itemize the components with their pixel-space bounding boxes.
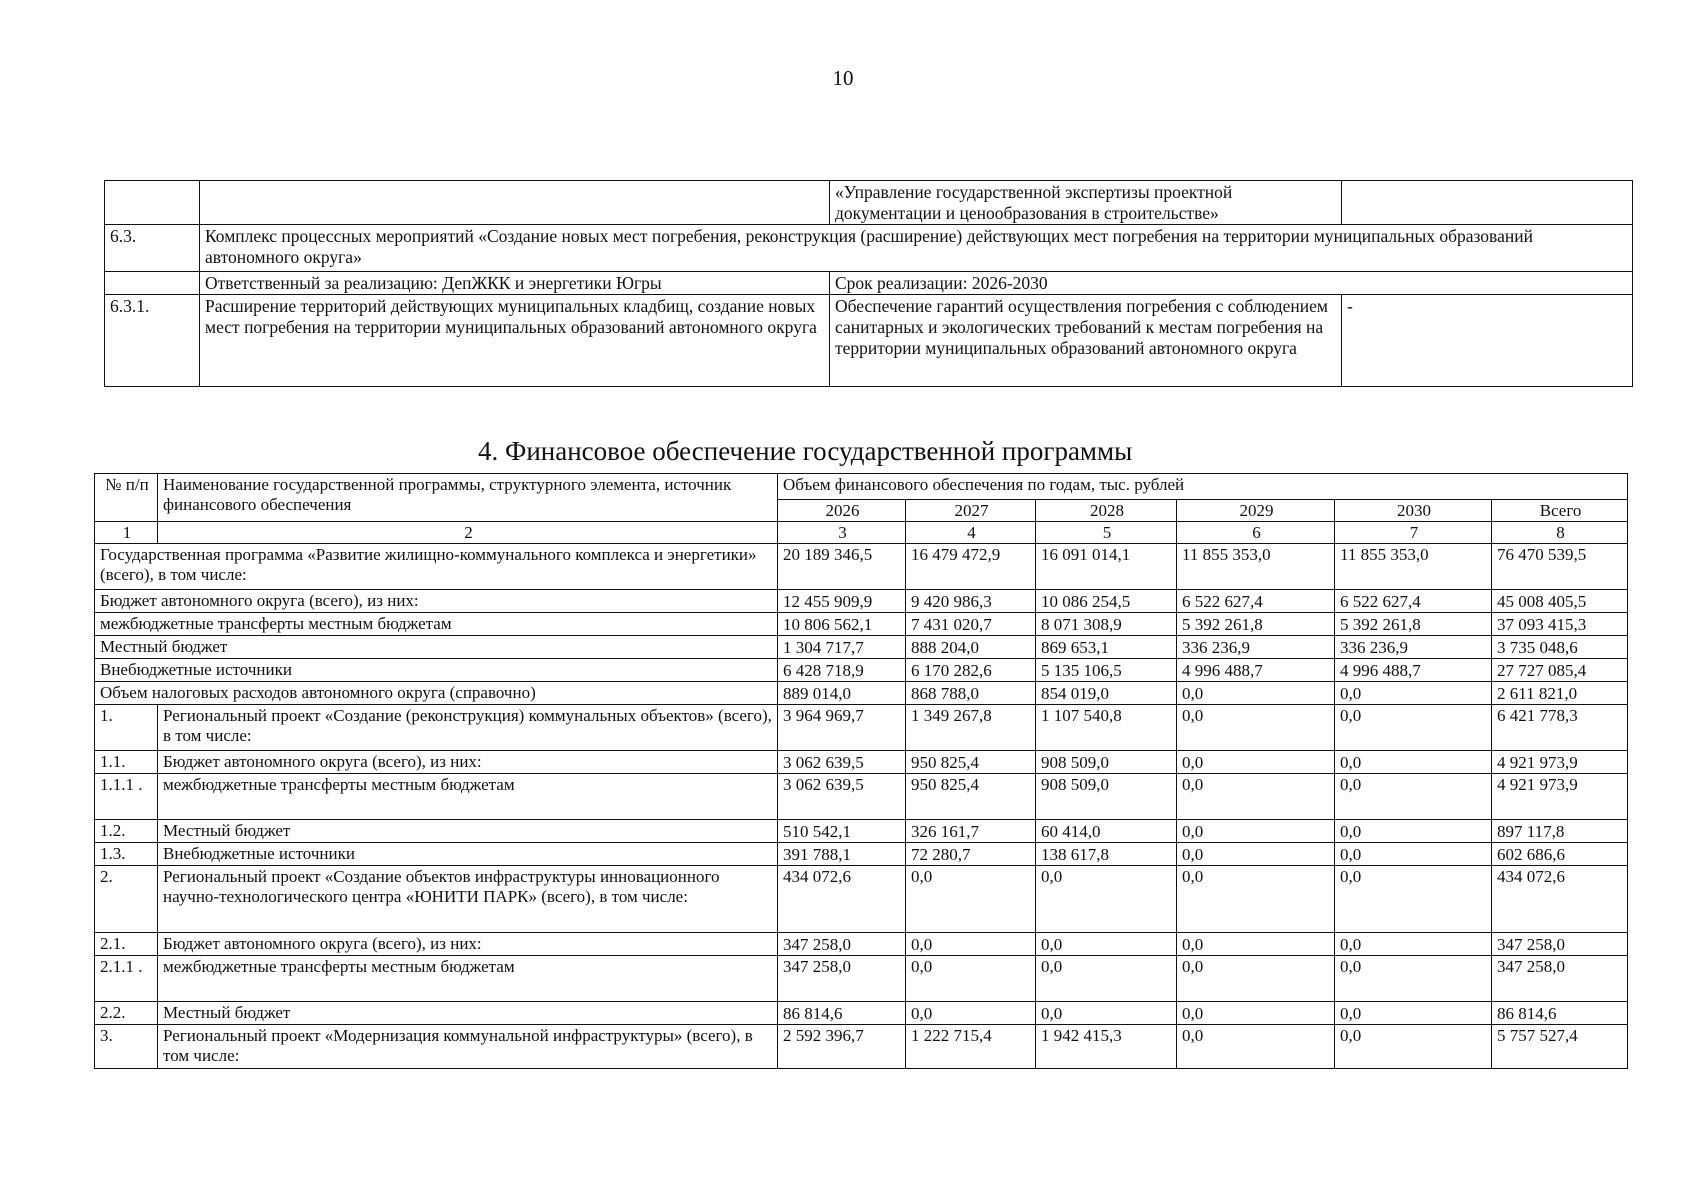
- year-value: 908 509,0: [1036, 751, 1177, 774]
- year-value: 888 204,0: [906, 636, 1036, 659]
- index-cell: 2: [158, 522, 778, 544]
- term-label: Срок реализации: 2026-2030: [830, 272, 1633, 295]
- row-name: Внебюджетные источники: [95, 659, 778, 682]
- year-value: 5 135 106,5: [1036, 659, 1177, 682]
- table-row: [95, 866, 1628, 933]
- year-value: 889 014,0: [778, 682, 906, 705]
- index-cell: 7: [1335, 522, 1492, 544]
- year-value: 10 806 562,1: [778, 613, 906, 636]
- year-value: 950 825,4: [906, 751, 1036, 774]
- row-number: 3.: [95, 1025, 158, 1069]
- row-number: 2.1.1 .: [95, 956, 158, 1002]
- total-value: 3 735 048,6: [1492, 636, 1628, 659]
- year-value: 0,0: [906, 933, 1036, 956]
- table-row: [95, 820, 1628, 843]
- row-name: Объем налоговых расходов автономного округа (справочно): [95, 682, 778, 705]
- year-value: 6 522 627,4: [1177, 590, 1335, 613]
- row-name: Бюджет автономного округа (всего), из них:: [158, 751, 778, 774]
- measures-table: [104, 180, 1633, 387]
- year-value: 6 428 718,9: [778, 659, 906, 682]
- row-number: 2.: [95, 866, 158, 933]
- total-value: 86 814,6: [1492, 1002, 1628, 1025]
- table-cell: -: [1342, 295, 1633, 387]
- year-value: 0,0: [1177, 933, 1335, 956]
- table-row: [95, 956, 1628, 1002]
- row-name: Государственная программа «Развитие жилищно-коммунального комплекса и энергетики» (всего), в том числе:: [95, 544, 778, 590]
- year-value: 0,0: [1177, 820, 1335, 843]
- year-value: 0,0: [1177, 843, 1335, 866]
- year-value: 7 431 020,7: [906, 613, 1036, 636]
- year-value: 0,0: [1335, 866, 1492, 933]
- year-value: 908 509,0: [1036, 774, 1177, 820]
- header-num: № п/п: [95, 474, 158, 522]
- table-row: [95, 705, 1628, 751]
- index-cell: 1: [95, 522, 158, 544]
- year-value: 510 542,1: [778, 820, 906, 843]
- total-value: 2 611 821,0: [1492, 682, 1628, 705]
- index-cell: 5: [1036, 522, 1177, 544]
- row-number: 1.3.: [95, 843, 158, 866]
- header-year: 2029: [1177, 500, 1335, 522]
- year-value: 0,0: [1177, 956, 1335, 1002]
- year-value: 0,0: [1036, 933, 1177, 956]
- responsible-label: Ответственный за реализацию: ДепЖКК и энергетики Югры: [200, 272, 830, 295]
- table-row: [105, 295, 1633, 387]
- year-value: 0,0: [1335, 774, 1492, 820]
- index-cell: 8: [1492, 522, 1628, 544]
- row-name: Бюджет автономного округа (всего), из них:: [158, 933, 778, 956]
- total-value: 347 258,0: [1492, 956, 1628, 1002]
- header-name: Наименование государственной программы, структурного элемента, источник финансового обеспечения: [158, 474, 778, 522]
- year-value: 0,0: [1036, 1002, 1177, 1025]
- year-value: 336 236,9: [1335, 636, 1492, 659]
- year-value: 11 855 353,0: [1335, 544, 1492, 590]
- year-value: 0,0: [1177, 1002, 1335, 1025]
- year-value: 0,0: [1177, 751, 1335, 774]
- row-number: 1.: [95, 705, 158, 751]
- year-value: 4 996 488,7: [1335, 659, 1492, 682]
- row-name: межбюджетные трансферты местным бюджетам: [95, 613, 778, 636]
- table-row: [95, 636, 1628, 659]
- process-complex-title: Комплекс процессных мероприятий «Создание новых мест погребения, реконструкция (расширение) действующих мест погребения на территории муниципальных образований автономного округа»: [200, 225, 1633, 272]
- year-value: 5 392 261,8: [1177, 613, 1335, 636]
- row-number: 1.1.1 .: [95, 774, 158, 820]
- row-name: Региональный проект «Создание (реконструкция) коммунальных объектов» (всего), в том числе:: [158, 705, 778, 751]
- row-name: Региональный проект «Модернизация коммунальной инфраструктуры» (всего), в том числе:: [158, 1025, 778, 1069]
- total-value: 5 757 527,4: [1492, 1025, 1628, 1069]
- year-value: 0,0: [1335, 956, 1492, 1002]
- year-value: 60 414,0: [1036, 820, 1177, 843]
- year-value: 336 236,9: [1177, 636, 1335, 659]
- year-value: 11 855 353,0: [1177, 544, 1335, 590]
- year-value: 868 788,0: [906, 682, 1036, 705]
- year-value: 0,0: [1036, 866, 1177, 933]
- index-cell: 6: [1177, 522, 1335, 544]
- year-value: 950 825,4: [906, 774, 1036, 820]
- header-row: [95, 474, 1628, 500]
- year-value: 1 107 540,8: [1036, 705, 1177, 751]
- row-name: Региональный проект «Создание объектов инфраструктуры инновационного научно-технологического центра «ЮНИТИ ПАРК» (всего), в том числе:: [158, 866, 778, 933]
- year-value: 0,0: [1335, 933, 1492, 956]
- year-value: 1 349 267,8: [906, 705, 1036, 751]
- year-value: 0,0: [1335, 751, 1492, 774]
- row-name: межбюджетные трансферты местным бюджетам: [158, 956, 778, 1002]
- year-value: 0,0: [1335, 1025, 1492, 1069]
- table-row: [95, 1002, 1628, 1025]
- total-value: 76 470 539,5: [1492, 544, 1628, 590]
- year-value: 10 086 254,5: [1036, 590, 1177, 613]
- row-name: Местный бюджет: [158, 820, 778, 843]
- year-value: 1 222 715,4: [906, 1025, 1036, 1069]
- table-row: [95, 613, 1628, 636]
- year-value: 434 072,6: [778, 866, 906, 933]
- year-value: 3 062 639,5: [778, 751, 906, 774]
- year-value: 1 942 415,3: [1036, 1025, 1177, 1069]
- table-row: [105, 272, 1633, 295]
- year-value: 0,0: [906, 956, 1036, 1002]
- row-name: Бюджет автономного округа (всего), из них:: [95, 590, 778, 613]
- header-year: 2028: [1036, 500, 1177, 522]
- year-value: 3 964 969,7: [778, 705, 906, 751]
- header-volume: Объем финансового обеспечения по годам, тыс. рублей: [778, 474, 1628, 500]
- table-row: [95, 843, 1628, 866]
- total-value: 27 727 085,4: [1492, 659, 1628, 682]
- year-value: 0,0: [1177, 774, 1335, 820]
- row-number: 1.2.: [95, 820, 158, 843]
- year-value: 2 592 396,7: [778, 1025, 906, 1069]
- year-value: 0,0: [1335, 820, 1492, 843]
- table-cell: [105, 181, 200, 225]
- total-value: 37 093 415,3: [1492, 613, 1628, 636]
- year-value: 9 420 986,3: [906, 590, 1036, 613]
- table-row: [95, 682, 1628, 705]
- year-value: 0,0: [1177, 1025, 1335, 1069]
- total-value: 602 686,6: [1492, 843, 1628, 866]
- row-number: 1.1.: [95, 751, 158, 774]
- table-row: [95, 774, 1628, 820]
- year-value: 16 479 472,9: [906, 544, 1036, 590]
- measure-name: Расширение территорий действующих муниципальных кладбищ, создание новых мест погребения на территории муниципальных образований автономного округа: [200, 295, 830, 387]
- table-cell: «Управление государственной экспертизы проектной документации и ценообразования в строительстве»: [830, 181, 1342, 225]
- header-year: 2027: [906, 500, 1036, 522]
- table-cell: [200, 181, 830, 225]
- measure-result: Обеспечение гарантий осуществления погребения с соблюдением санитарных и экологических требований к местам погребения на территории муниципальных образований автономного округа: [830, 295, 1342, 387]
- total-value: 897 117,8: [1492, 820, 1628, 843]
- year-value: 391 788,1: [778, 843, 906, 866]
- year-value: 0,0: [1177, 866, 1335, 933]
- row-name: Местный бюджет: [158, 1002, 778, 1025]
- index-cell: 3: [778, 522, 906, 544]
- year-value: 5 392 261,8: [1335, 613, 1492, 636]
- year-value: 138 617,8: [1036, 843, 1177, 866]
- table-row: [95, 544, 1628, 590]
- row-number: 6.3.1.: [105, 295, 200, 387]
- year-value: 0,0: [1177, 682, 1335, 705]
- table-row: [95, 1025, 1628, 1069]
- year-value: 16 091 014,1: [1036, 544, 1177, 590]
- year-value: 1 304 717,7: [778, 636, 906, 659]
- year-value: 86 814,6: [778, 1002, 906, 1025]
- section-title: 4. Финансовое обеспечение государственной программы: [478, 436, 1133, 466]
- index-row: [95, 522, 1628, 544]
- financing-table: [94, 473, 1628, 1069]
- year-value: 72 280,7: [906, 843, 1036, 866]
- row-number: 2.1.: [95, 933, 158, 956]
- year-value: 0,0: [1036, 956, 1177, 1002]
- total-value: 6 421 778,3: [1492, 705, 1628, 751]
- row-name: межбюджетные трансферты местным бюджетам: [158, 774, 778, 820]
- total-value: 45 008 405,5: [1492, 590, 1628, 613]
- total-value: 4 921 973,9: [1492, 751, 1628, 774]
- table-row: [105, 181, 1633, 225]
- row-number: 6.3.: [105, 225, 200, 272]
- row-name: Местный бюджет: [95, 636, 778, 659]
- table-row: [95, 933, 1628, 956]
- table-row: [95, 590, 1628, 613]
- table-cell: [1342, 181, 1633, 225]
- table-row: [95, 659, 1628, 682]
- year-value: 854 019,0: [1036, 682, 1177, 705]
- year-value: 6 170 282,6: [906, 659, 1036, 682]
- page-number: 10: [832, 66, 854, 90]
- year-value: 12 455 909,9: [778, 590, 906, 613]
- year-value: 347 258,0: [778, 933, 906, 956]
- header-year: 2030: [1335, 500, 1492, 522]
- total-value: 434 072,6: [1492, 866, 1628, 933]
- year-value: 6 522 627,4: [1335, 590, 1492, 613]
- row-number: 2.2.: [95, 1002, 158, 1025]
- row-name: Внебюджетные источники: [158, 843, 778, 866]
- header-year: 2026: [778, 500, 906, 522]
- year-value: 20 189 346,5: [778, 544, 906, 590]
- table-cell: [105, 272, 200, 295]
- index-cell: 4: [906, 522, 1036, 544]
- year-value: 0,0: [906, 866, 1036, 933]
- year-value: 8 071 308,9: [1036, 613, 1177, 636]
- total-value: 347 258,0: [1492, 933, 1628, 956]
- year-value: 0,0: [1335, 1002, 1492, 1025]
- year-value: 4 996 488,7: [1177, 659, 1335, 682]
- total-value: 4 921 973,9: [1492, 774, 1628, 820]
- year-value: 0,0: [1335, 705, 1492, 751]
- table-row: [105, 225, 1633, 272]
- year-value: 3 062 639,5: [778, 774, 906, 820]
- header-total: Всего: [1492, 500, 1628, 522]
- year-value: 0,0: [906, 1002, 1036, 1025]
- year-value: 326 161,7: [906, 820, 1036, 843]
- year-value: 869 653,1: [1036, 636, 1177, 659]
- year-value: 0,0: [1335, 682, 1492, 705]
- year-value: 347 258,0: [778, 956, 906, 1002]
- table-row: [95, 751, 1628, 774]
- year-value: 0,0: [1177, 705, 1335, 751]
- year-value: 0,0: [1335, 843, 1492, 866]
